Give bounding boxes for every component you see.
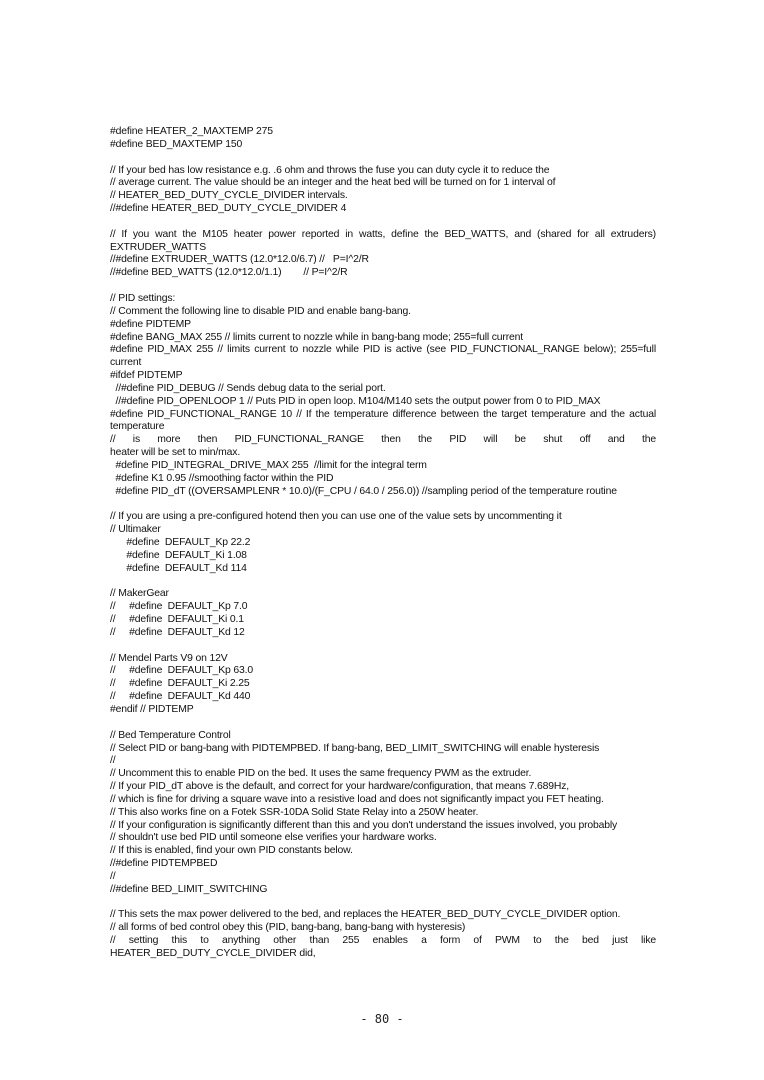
text-line: // If you are using a pre-configured hotend then you can use one of the value sets by uncommenting it bbox=[110, 511, 562, 523]
text-line: // Comment the following line to disable PID and enable bang-bang. bbox=[110, 305, 411, 317]
text-line: #ifdef PIDTEMP bbox=[110, 370, 183, 382]
text-line: //#define PIDTEMPBED bbox=[110, 858, 218, 870]
blank-line bbox=[110, 498, 656, 511]
text-line: //#define PID_DEBUG // Sends debug data to the serial port. bbox=[110, 382, 386, 394]
text-line: // PID settings: bbox=[110, 292, 176, 304]
text-line: // If your configuration is significantly different than this and you don't understand the issues involved, you probably bbox=[110, 819, 618, 831]
text-line: current bbox=[110, 357, 142, 369]
text-line: // setting this to anything other than 255 enables a form of PWM to the bed just like bbox=[110, 935, 656, 947]
text-line: // #define DEFAULT_Kp 7.0 bbox=[110, 601, 248, 613]
text-line: //#define BED_LIMIT_SWITCHING bbox=[110, 883, 268, 895]
text-line: #define BED_MAXTEMP 150 bbox=[110, 138, 243, 150]
text-line: //#define HEATER_BED_DUTY_CYCLE_DIVIDER 4 bbox=[110, 203, 347, 215]
text-line: // If your PID_dT above is the default, and correct for your hardware/configuration, that means 7.689Hz, bbox=[110, 781, 569, 793]
text-line: HEATER_BED_DUTY_CYCLE_DIVIDER did, bbox=[110, 948, 316, 959]
text-line: // all forms of bed control obey this (PID, bang-bang, bang-bang with hysteresis) bbox=[110, 922, 466, 934]
text-line: // #define DEFAULT_Ki 0.1 bbox=[110, 614, 244, 626]
text-line: #define PID_dT ((OVERSAMPLENR * 10.0)/(F_CPU / 64.0 / 256.0)) //sampling period of the temperature routine bbox=[110, 485, 617, 497]
text-line: // If this is enabled, find your own PID constants below. bbox=[110, 845, 353, 857]
text-line: EXTRUDER_WATTS bbox=[110, 241, 207, 253]
text-line: // which is fine for driving a square wave into a resistive load and does not significantly impact you FET heating. bbox=[110, 793, 604, 805]
text-line: #define K1 0.95 //smoothing factor within the PID bbox=[110, 472, 334, 484]
blank-line bbox=[110, 640, 656, 653]
text-line: // bbox=[110, 755, 116, 767]
text-line: // Ultimaker bbox=[110, 524, 161, 536]
text-line: // bbox=[110, 870, 116, 882]
text-line: //#define EXTRUDER_WATTS (12.0*12.0/6.7) // P=I^2/R bbox=[110, 254, 369, 266]
text-line: #define PIDTEMP bbox=[110, 318, 191, 330]
text-line: #define DEFAULT_Ki 1.08 bbox=[110, 549, 247, 561]
page-number: - 80 - bbox=[360, 1012, 404, 1026]
text-line: // This also works fine on a Fotek SSR-10DA Solid State Relay into a 250W heater. bbox=[110, 806, 479, 818]
text-line: // Select PID or bang-bang with PIDTEMPBED. If bang-bang, BED_LIMIT_SWITCHING will enable hysteresis bbox=[110, 742, 600, 754]
text-line: // #define DEFAULT_Kp 63.0 bbox=[110, 665, 254, 677]
text-line: #define BANG_MAX 255 // limits current to nozzle while in bang-bang mode; 255=full current bbox=[110, 331, 524, 343]
text-line: // Bed Temperature Control bbox=[110, 729, 231, 741]
text-line: heater will be set to min/max. bbox=[110, 447, 241, 459]
text-line: // Uncomment this to enable PID on the bed. It uses the same frequency PWM as the extruder. bbox=[110, 768, 532, 780]
text-line: //#define PID_OPENLOOP 1 // Puts PID in open loop. M104/M140 sets the output power from 0 to PID_MAX bbox=[110, 395, 601, 407]
text-line: #define DEFAULT_Kd 114 bbox=[110, 562, 247, 574]
text-line: temperature bbox=[110, 421, 165, 433]
blank-line bbox=[110, 576, 656, 589]
text-line: // is more then PID_FUNCTIONAL_RANGE then the PID will be shut off and the bbox=[110, 434, 656, 446]
text-line: #endif // PIDTEMP bbox=[110, 703, 194, 715]
blank-line bbox=[110, 152, 656, 165]
blank-line bbox=[110, 897, 656, 910]
text-line: #define PID_FUNCTIONAL_RANGE 10 // If the temperature difference between the target temperature and the actual bbox=[110, 408, 656, 420]
blank-line bbox=[110, 717, 656, 730]
text-line: // MakerGear bbox=[110, 588, 169, 600]
code-listing bbox=[110, 126, 656, 961]
text-line: // If your bed has low resistance e.g. .6 ohm and throws the fuse you can duty cycle it to reduce the bbox=[110, 164, 550, 176]
text-line: #define PID_INTEGRAL_DRIVE_MAX 255 //limit for the integral term bbox=[110, 459, 427, 471]
blank-line bbox=[110, 280, 656, 293]
text-line: // HEATER_BED_DUTY_CYCLE_DIVIDER intervals. bbox=[110, 190, 348, 202]
text-line: // #define DEFAULT_Kd 12 bbox=[110, 626, 245, 638]
text-line: // #define DEFAULT_Kd 440 bbox=[110, 691, 251, 703]
text-line: // average current. The value should be an integer and the heat bed will be turned on for 1 interval of bbox=[110, 177, 556, 189]
text-line: // Mendel Parts V9 on 12V bbox=[110, 652, 228, 664]
text-line: #define HEATER_2_MAXTEMP 275 bbox=[110, 126, 273, 137]
text-line: #define DEFAULT_Kp 22.2 bbox=[110, 537, 251, 548]
text-line: #define PID_MAX 255 // limits current to nozzle while PID is active (see PID_FUNCTIONAL_RANGE below); 255=full bbox=[110, 344, 656, 356]
text-line: // If you want the M105 heater power reported in watts, define the BED_WATTS, and (shared for all extruders) bbox=[110, 228, 656, 240]
blank-line bbox=[110, 216, 656, 229]
text-line: // #define DEFAULT_Ki 2.25 bbox=[110, 678, 250, 690]
text-line: // shouldn't use bed PID until someone else verifies your hardware works. bbox=[110, 832, 437, 844]
text-line: //#define BED_WATTS (12.0*12.0/1.1) // P=I^2/R bbox=[110, 267, 348, 279]
text-line: // This sets the max power delivered to the bed, and replaces the HEATER_BED_DUTY_CYCLE_DIVIDER option. bbox=[110, 909, 621, 921]
